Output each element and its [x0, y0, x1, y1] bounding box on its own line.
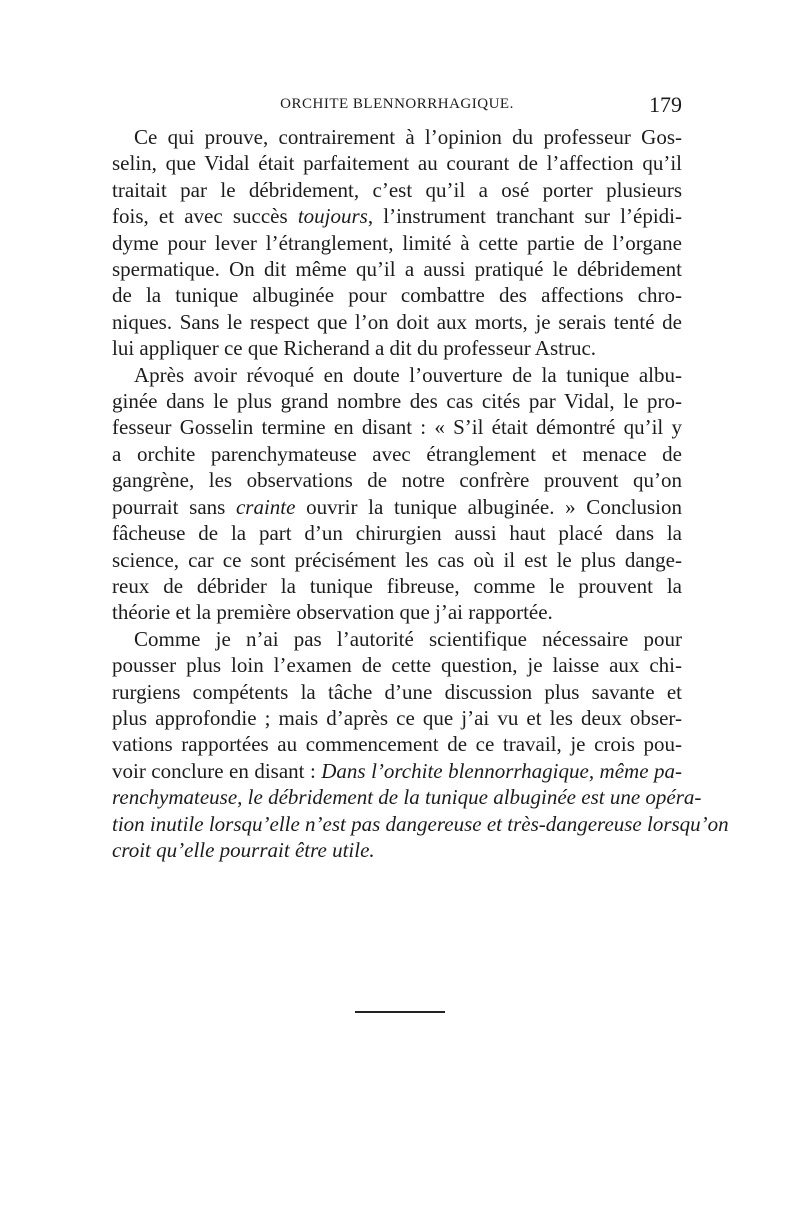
text-line: traitait par le débridement, c’est qu’il a osé porter plusieurs — [112, 177, 682, 202]
text-line: plus approfondie ; mais d’après ce que j’ai vu et les deux obser- — [112, 705, 682, 730]
text-line: ginée dans le plus grand nombre des cas cités par Vidal, le pro- — [112, 389, 682, 414]
page-number: 179 — [649, 92, 682, 117]
text-line: pousser plus loin l’examen de cette question, je laisse aux chi- — [112, 653, 682, 678]
text-line: reux de débrider la tunique fibreuse, comme le prouvent la — [112, 573, 682, 598]
end-rule — [355, 1011, 445, 1013]
paragraph — [112, 362, 682, 626]
text-line: science, car ce sont précisément les cas où il est le plus dange- — [112, 547, 682, 572]
text-line: théorie et la première observation que j’ai rapportée. — [112, 600, 553, 625]
text-line: voir conclure en disant : Dans l’orchite blennorrhagique, même pa- — [112, 758, 682, 783]
text-line: gangrène, les observations de notre confrère prouvent qu’on — [112, 468, 682, 493]
text-line: de la tunique albuginée pour combattre des affections chro- — [112, 283, 682, 308]
text-line: selin, que Vidal était parfaitement au courant de l’affection qu’il — [112, 151, 682, 176]
text-line: Comme je n’ai pas l’autorité scientifique nécessaire pour — [134, 626, 682, 651]
text-line: a orchite parenchymateuse avec étranglement et menace de — [112, 441, 682, 466]
text-line: dyme pour lever l’étranglement, limité à cette partie de l’organe — [112, 230, 682, 255]
text-line: tion inutile lorsqu’elle n’est pas dangereuse et très-dangereuse lorsqu’on — [112, 811, 729, 836]
text-line: fesseur Gosselin termine en disant : « S’il était démontré qu’il y — [112, 415, 682, 440]
text-line: pourrait sans crainte ouvrir la tunique albuginée. » Conclusion — [112, 494, 682, 519]
text-line: lui appliquer ce que Richerand a dit du professeur Astruc. — [112, 336, 597, 361]
text-line: spermatique. On dit même qu’il a aussi pratiqué le débridement — [112, 257, 682, 282]
text-line: renchymateuse, le débridement de la tunique albuginée est une opéra- — [112, 785, 702, 810]
paragraph — [112, 124, 682, 362]
text-line: vations rapportées au commencement de ce travail, je crois pou- — [112, 732, 682, 757]
paragraph — [112, 626, 729, 864]
text-line: fâcheuse de la part d’un chirurgien aussi haut placé dans la — [112, 521, 682, 546]
body-text — [112, 124, 729, 863]
page-header — [112, 92, 682, 126]
text-line: croit qu’elle pourrait être utile. — [112, 837, 375, 862]
text-line: fois, et avec succès toujours, l’instrument tranchant sur l’épidi- — [112, 204, 682, 229]
text-line: niques. Sans le respect que l’on doit aux morts, je serais tenté de — [112, 309, 682, 334]
running-title: ORCHITE BLENNORRHAGIQUE. — [280, 96, 514, 112]
text-line: rurgiens compétents la tâche d’une discussion plus savante et — [112, 679, 682, 704]
text-line: Après avoir révoqué en doute l’ouverture de la tunique albu- — [134, 362, 682, 387]
text-line: Ce qui prouve, contrairement à l’opinion du professeur Gos- — [134, 125, 682, 149]
